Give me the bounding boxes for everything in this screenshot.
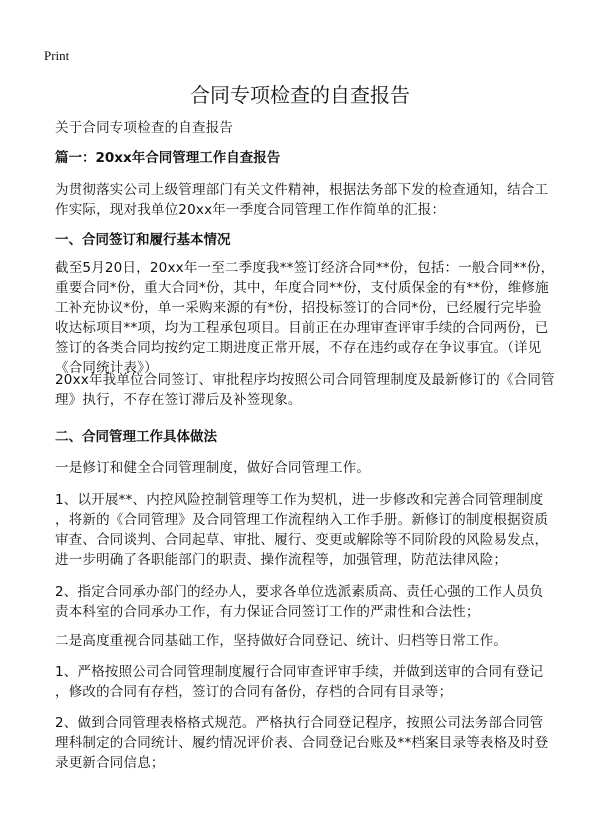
text-line: ，修改的合同有存档，签订的合同有备份，存档的合同有目录等； (55, 684, 453, 700)
text-line: 签订的各类合同均按约定工期进度正常开展，不存在违约或存在争议事宜。（详见 (55, 340, 542, 356)
text-line: 理》执行，不存在签订滞后及补签现象。 (55, 392, 302, 408)
text-line: 1、严格按照公司合同管理制度履行合同审查评审手续，并做到送审的合同有登记 (55, 664, 544, 680)
point-2-item-1 (55, 662, 575, 702)
point-1-item-1 (55, 490, 575, 570)
text-line: 截至5月20日，20xx年一至二季度我**签订经济合同**份，包括：一般合同**份， (55, 260, 555, 276)
point-2: 二是高度重视合同基础工作，坚持做好合同登记、统计、归档等日常工作。 (55, 633, 508, 649)
text-line: 理科制定的合同统计、履约情况评价表、合同登记台账及**档案目录等表格及时登 (55, 735, 549, 751)
section-title: 篇一：20xx年合同管理工作自查报告 (55, 150, 281, 166)
subtitle: 关于合同专项检查的自查报告 (55, 120, 234, 136)
text-line: 收达标项目**项，均为工程承包项目。目前正在办理审查评审手续的合同两份，已 (55, 320, 549, 336)
text-line: 2、做到合同管理表格格式规范。严格执行合同登记程序，按照公司法务部合同管 (55, 715, 544, 731)
text-line: 责本科室的合同承办工作，有力保证合同签订工作的严肃性和合法性； (55, 604, 480, 620)
text-line: 《合同统计表》） (55, 360, 158, 376)
text-line: 进一步明确了各职能部门的职责、操作流程等，加强管理，防范法律风险； (55, 552, 508, 568)
point-1-item-2 (55, 582, 575, 622)
text-line: 审查、合同谈判、合同起草、审批、履行、变更或解除等不同阶段的风险易发点， (55, 532, 549, 548)
text-line: 为贯彻落实公司上级管理部门有关文件精神，根据法务部下发的检查通知，结合工 (55, 182, 549, 198)
text-line: 2、指定合同承办部门的经办人，要求各单位选派素质高、责任心强的工作人员负 (55, 584, 544, 600)
print-link[interactable]: Print (44, 48, 70, 63)
paragraph-2 (55, 370, 575, 410)
page-title: 合同专项检查的自查报告 (190, 83, 410, 107)
point-1: 一是修订和健全合同管理制度，做好合同管理工作。 (55, 460, 371, 476)
heading-2: 二、合同管理工作具体做法 (55, 429, 217, 445)
point-2-item-2 (55, 713, 575, 773)
text-line: 录更新合同信息； (55, 755, 165, 771)
text-line: ，将新的《合同管理》及合同管理工作流程纳入工作手册。新修订的制度根据资质 (55, 512, 549, 528)
intro-paragraph (55, 180, 575, 220)
heading-1: 一、合同签订和履行基本情况 (55, 232, 231, 248)
text-line: 作实际，现对我单位20xx年一季度合同管理工作作简单的汇报： (55, 202, 446, 218)
text-line: 工补充协议*份，单一采购来源的有*份，招投标签订的合同*份，已经履行完毕验 (55, 300, 542, 316)
paragraph-1 (55, 258, 575, 378)
text-line: 重要合同*份，重大合同*份，其中，年度合同**份，支付质保金的有**份，维修施 (55, 280, 549, 296)
text-line: 1、以开展**、内控风险控制管理等工作为契机，进一步修改和完善合同管理制度 (55, 492, 544, 508)
text-line: 20xx年我单位合同签订、审批程序均按照公司合同管理制度及最新修订的《合同管 (55, 372, 555, 388)
